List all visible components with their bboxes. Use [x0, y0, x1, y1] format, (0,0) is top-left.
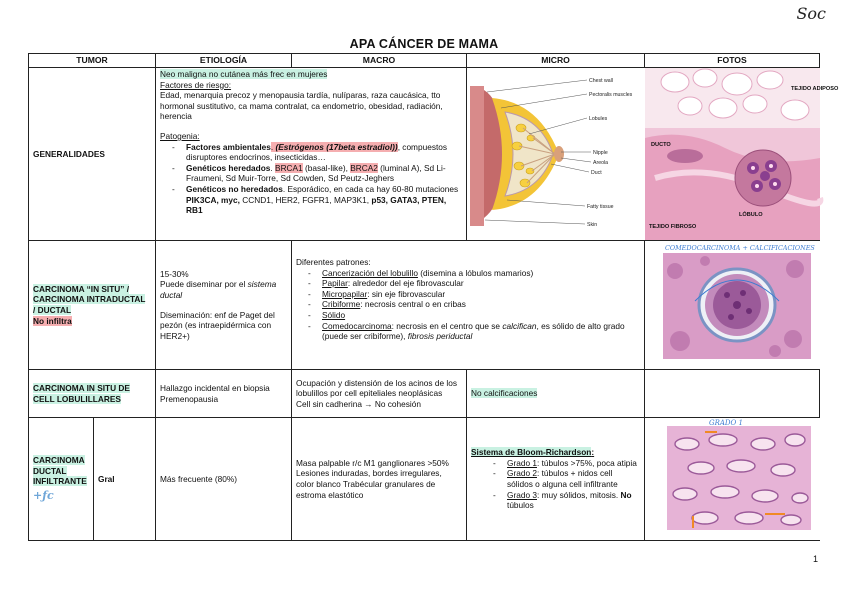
- label-lobular: CARCINOMA IN SITU DE CELL LOBULILLARES: [29, 370, 156, 418]
- row-generalidades: [29, 68, 820, 241]
- diagram-label-duct: Duct: [591, 170, 602, 176]
- summary-table: [28, 53, 839, 541]
- document-title: APA CÁNCER DE MAMA: [349, 37, 499, 51]
- page-number: 1: [812, 554, 818, 564]
- row-in-situ: [29, 241, 820, 370]
- pattern-item: - Cancerización del lobulillo (disemina a lóbulos mamarios): [322, 268, 640, 279]
- diagram-label-skin: Skin: [587, 222, 598, 228]
- pattern-item: - Micropapilar: sin eje fibrovascular: [322, 289, 640, 300]
- comedocarcinoma-photo: [645, 241, 820, 370]
- row-ductal-infiltrante: [29, 418, 820, 541]
- label-in-situ: CARCINOMA “IN SITU” / CARCINOMA INTRADUCTAL / DUCTAL No infiltra: [29, 241, 156, 370]
- lobular-micro: No calcificaciones: [467, 370, 645, 418]
- nonhereditary-item: - Genéticos no heredados. Esporádico, en cada ca hay 60-80 mutaciones PIK3CA, myc, CCND1, HER2, FGFR1, MAP3K1, p53, GATA3, PTEN, RB1: [186, 184, 462, 216]
- label-generalidades: GENERALIDADES: [29, 68, 156, 241]
- lobular-macro: Ocupación y distensión de los acinos de los lobulillos por cell epiteliales neoplásicas Cell sin cadherina → No cohesión: [292, 370, 467, 418]
- intro-highlight: Neo maligna no cutánea más frec en mujeres: [160, 69, 328, 79]
- hereditary-item: - Genéticos heredados. BRCA1 (basal-like), BRCA2 (luminal A), Sd Li-Fraumeni, Sd Muir-Torre, Sd Cowden, Sd Peutz-Jeghers: [186, 163, 462, 184]
- risk-heading: Factores de riesgo:: [160, 79, 232, 90]
- grade-item: - Grado 1: túbulos >75%, poca atipia: [507, 458, 640, 469]
- header-etiologia: ETIOLOGÍA: [156, 54, 292, 68]
- photo-label-lobule: LÓBULO: [739, 212, 763, 218]
- corner-handwritten-note: Soc: [796, 4, 826, 23]
- header-tumor: TUMOR: [29, 54, 156, 68]
- in-situ-macro: Diferentes patrones: - Cancerización del lobulillo (disemina a lóbulos mamarios) - Papilar: alrededor del eje fibrovascular - Micropapilar: sin eje fibrovascular - Cribiforme: necrosis central o en cribas - Sólido - Comedocarcinoma: necrosis en el centro que se calcifican, es sólido de alto grado (puede ser cribiforme), fibrosis periductal: [292, 241, 645, 370]
- header-fotos: FOTOS: [645, 54, 820, 68]
- lobular-photo-empty: [645, 370, 820, 418]
- env-factors-item: - Factores ambientales. (Estrógenos (17beta estradiol)), compuestos disruptores endocrinos, insecticidas…: [186, 142, 462, 163]
- grade-item: - Grado 2: túbulos + nidos cell sólidos o alguna cell infiltrante: [507, 468, 640, 489]
- grado1-caption: GRADO 1: [709, 419, 743, 427]
- comedo-caption: COMEDOCARCINOMA + CALCIFICACIONES: [665, 244, 815, 252]
- pattern-item: - Papilar: alrededor del eje fibrovascular: [322, 278, 640, 289]
- pattern-item: - Sólido: [322, 310, 640, 321]
- pathogenesis-heading: Patogenia:: [160, 131, 200, 142]
- diagram-label-chest-wall: Chest wall: [589, 78, 613, 84]
- diagram-label-nipple: Nipple: [593, 150, 608, 156]
- photo-label-fibrous: TEJIDO FIBROSO: [649, 224, 697, 230]
- pattern-item-comedo: - Comedocarcinoma: necrosis en el centro que se calcifican, es sólido de alto grado (puede ser cribiforme), fibrosis periductal: [322, 321, 640, 342]
- label-ductal: CARCINOMA DUCTAL INFILTRANTE +ƒc: [29, 418, 94, 541]
- ductal-micro: Sistema de Bloom-Richardson: - Grado 1: túbulos >75%, poca atipia - Grado 2: túbulos + nidos cell sólidos o alguna cell infiltrante - Grado 3: muy sólidos, mitosis. No túbulos: [467, 418, 645, 541]
- diagram-label-fatty: Fatty tissue: [587, 204, 614, 210]
- brca1-highlight: BRCA1: [275, 162, 303, 173]
- photo-label-adipose: TEJIDO ADIPOSO: [791, 86, 839, 92]
- header-row: [29, 54, 820, 68]
- ductal-etiology: Más frecuente (80%): [156, 418, 292, 541]
- diagram-label-pectoral: Pectoralis muscles: [589, 92, 633, 98]
- photo-label-duct: DUCTO: [651, 142, 671, 148]
- pattern-item: - Cribiforme: necrosis central o en cribas: [322, 299, 640, 310]
- ductal-scribble: +ƒc: [33, 488, 54, 502]
- no-infiltra-badge: No infiltra: [33, 315, 72, 326]
- diagram-label-areola: Areola: [593, 160, 609, 166]
- lobular-etiology: Hallazgo incidental en biopsia Premenopausia: [156, 370, 292, 418]
- normal-histology-photo: [645, 68, 839, 241]
- diagram-label-lobules: Lobules: [589, 116, 608, 122]
- header-micro: MICRO: [467, 54, 645, 68]
- in-situ-etiology: 15-30% Puede diseminar por el sistema ductal Diseminación: enf de Paget del pezón (es intraepidérmica con HER2+): [156, 241, 292, 370]
- estrogen-highlight: (Estrógenos (17beta estradiol)): [275, 141, 398, 152]
- bloom-richardson-heading: Sistema de Bloom-Richardson: [471, 447, 592, 458]
- row-lobular: [29, 370, 820, 418]
- breast-anatomy-diagram: [467, 68, 645, 241]
- header-macro: MACRO: [292, 54, 467, 68]
- label-gral: Gral: [94, 418, 156, 541]
- risk-text: Edad, menarquia precoz y menopausia tardía, nulíparas, raza caucásica, tto hormonal sustitutivo, ca mama contralat, ca endometrio, obesidad, radiación, herencia: [160, 90, 443, 122]
- brca2-highlight: BRCA2: [350, 162, 378, 173]
- grade-item: - Grado 3: muy sólidos, mitosis. No túbulos: [507, 490, 640, 511]
- grado1-photo: [645, 418, 820, 541]
- ductal-macro: Masa palpable r/c M1 ganglionares >50% Lesiones induradas, bordes irregulares, color blanco Trabécular granulares de estroma elastótico: [292, 418, 467, 541]
- generalidades-text: [156, 68, 467, 241]
